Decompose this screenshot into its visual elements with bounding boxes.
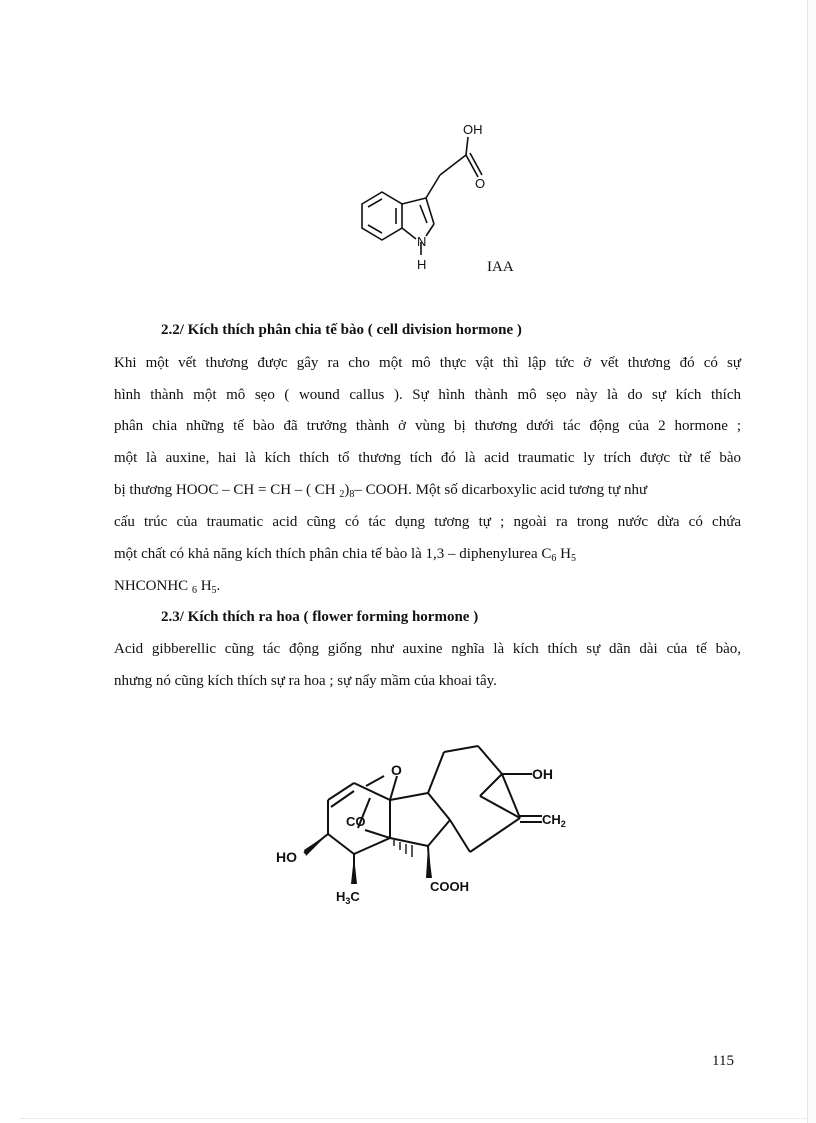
ga-o-label: O	[391, 762, 402, 778]
ga-ho-label: HO	[276, 849, 297, 865]
iaa-h-label: H	[417, 257, 427, 272]
gibberellic-acid-structure-figure	[270, 738, 590, 913]
gibberellic-acid-bonds	[304, 746, 542, 884]
section-2-3-line-1: Acid gibberellic cũng tác động giống như auxine nghĩa là kích thích sự dãn dài của tế bào,	[114, 641, 741, 657]
section-2-2-heading: 2.2/ Kích thích phân chia tế bào ( cell division hormone )	[161, 322, 522, 338]
section-2-2-line-3: phân chia những tế bào đã trưởng thành ở vùng bị thương dưới tác động của 2 hormone ;	[114, 418, 741, 434]
section-2-2-line-4: một là auxine, hai là kích thích tổ thương tích đó là acid traumatic ly trích được từ tế bào	[114, 450, 741, 466]
iaa-oh-label: OH	[463, 122, 483, 137]
ga-h3c-label: $H_3C$	[336, 889, 360, 906]
section-2-2-line-7: một chất có khả năng kích thích phân chia tế bào là 1,3 – diphenylurea $C_6$ $H_5$	[114, 546, 576, 564]
ga-ch2-label: $CH_2$	[542, 812, 566, 829]
gibberellic-acid-wedges	[304, 834, 432, 884]
section-2-2-line-2: hình thành một mô sẹo ( wound callus ). Sự hình thành mô sẹo này là do sự kích thích	[114, 387, 741, 403]
section-2-3-line-2: nhưng nó cũng kích thích sự ra hoa ; sự nẩy mầm của khoai tây.	[114, 673, 497, 689]
page-bottom-edge	[20, 1118, 806, 1119]
section-2-2-line-8: NHCONHC $_6$ $H_5$.	[114, 578, 221, 596]
section-2-2-line-1: Khi một vết thương được gây ra cho một mô thực vật thì lập tức ở vết thương đó có sự	[114, 355, 741, 371]
ga-co-label: CO	[346, 814, 366, 829]
page-number: 115	[712, 1053, 734, 1069]
iaa-n-label: N	[417, 234, 427, 249]
iaa-o-label: O	[475, 176, 486, 191]
section-2-3-heading: 2.3/ Kích thích ra hoa ( flower forming hormone )	[161, 609, 479, 625]
ga-cooh-label: COOH	[430, 879, 469, 894]
ga-oh-label: OH	[532, 766, 553, 782]
section-2-2-line-6: cấu trúc của traumatic acid cũng có tác dụng tương tự ; ngoài ra trong nước dừa có chứa	[114, 514, 741, 530]
section-2-2-line-5: bị thương HOOC – CH = CH – ( CH $_2)_8-$ COOH. Một số dicarboxylic acid tương tự như	[114, 482, 648, 500]
iaa-caption: IAA	[487, 259, 514, 275]
page-right-edge	[807, 0, 816, 1123]
